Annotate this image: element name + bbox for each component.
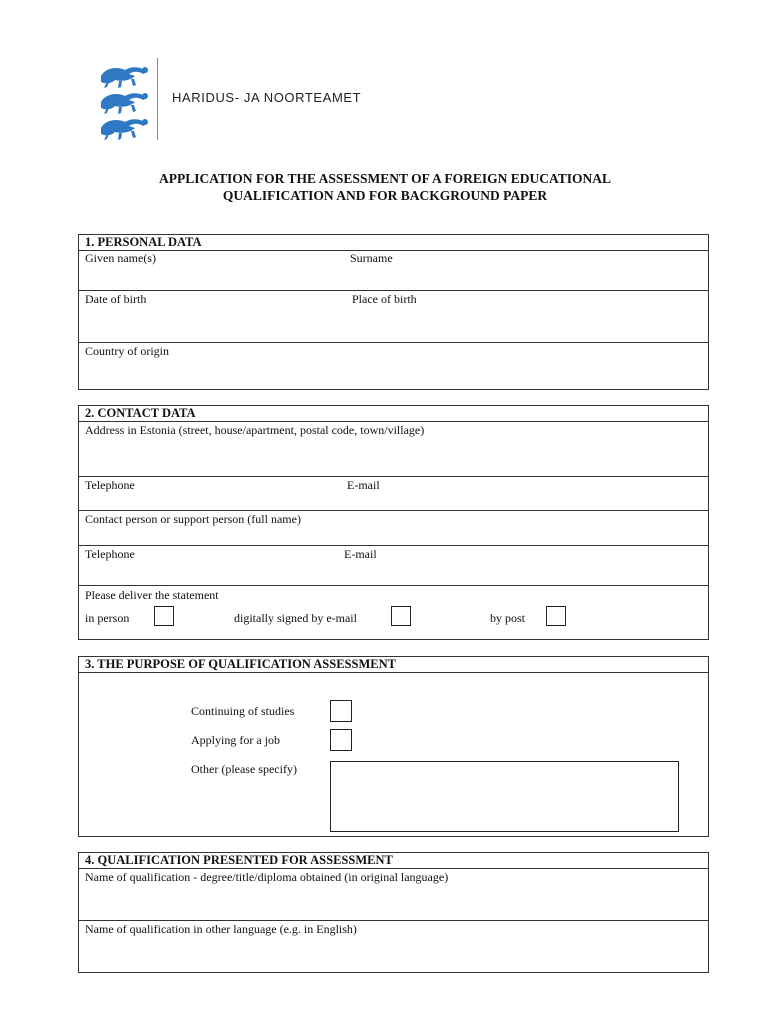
continuing-studies-label: Continuing of studies xyxy=(191,704,295,718)
divider xyxy=(79,290,708,291)
date-of-birth-field[interactable]: Date of birth xyxy=(85,292,147,306)
email2-field[interactable]: E-mail xyxy=(344,547,377,561)
other-specify-label: Other (please specify) xyxy=(191,762,297,776)
digital-email-checkbox[interactable] xyxy=(391,606,411,626)
email-field[interactable]: E-mail xyxy=(347,478,380,492)
other-language-qualification-field[interactable]: Name of qualification in other language (e.g. in English) xyxy=(85,922,357,936)
divider xyxy=(79,476,708,477)
other-specify-textbox[interactable] xyxy=(330,761,679,832)
in-person-checkbox[interactable] xyxy=(154,606,174,626)
contact-person-field[interactable]: Contact person or support person (full name) xyxy=(85,512,301,526)
address-field[interactable]: Address in Estonia (street, house/apartment, postal code, town/village) xyxy=(85,423,425,437)
agency-name: HARIDUS- JA NOORTEAMET xyxy=(172,90,362,105)
original-qualification-field[interactable]: Name of qualification - degree/title/diploma obtained (in original language) xyxy=(85,870,449,884)
telephone2-field[interactable]: Telephone xyxy=(85,547,135,561)
divider xyxy=(79,545,708,546)
section-title: 1. PERSONAL DATA xyxy=(85,235,202,249)
divider xyxy=(79,510,708,511)
divider xyxy=(79,421,708,422)
applying-job-checkbox[interactable] xyxy=(330,729,352,751)
continuing-studies-checkbox[interactable] xyxy=(330,700,352,722)
by-post-checkbox[interactable] xyxy=(546,606,566,626)
divider xyxy=(79,920,708,921)
section-title: 3. THE PURPOSE OF QUALIFICATION ASSESSMENT xyxy=(85,657,396,671)
place-of-birth-field[interactable]: Place of birth xyxy=(352,292,417,306)
divider xyxy=(79,672,708,673)
digital-label: digitally signed by e-mail xyxy=(234,611,357,625)
by-post-label: by post xyxy=(490,611,526,625)
three-lions-logo-icon xyxy=(95,62,155,142)
surname-field[interactable]: Surname xyxy=(350,251,393,265)
section-title: 4. QUALIFICATION PRESENTED FOR ASSESSMENT xyxy=(85,853,393,867)
form-title-line2: QUALIFICATION AND FOR BACKGROUND PAPER xyxy=(222,188,548,203)
section-personal-data xyxy=(78,234,709,390)
divider xyxy=(79,585,708,586)
deliver-prompt: Please deliver the statement xyxy=(85,588,219,602)
section-contact-data xyxy=(78,405,709,640)
given-name-field[interactable]: Given name(s) xyxy=(85,251,156,265)
section-qualification xyxy=(78,852,709,973)
divider xyxy=(79,868,708,869)
in-person-label: in person xyxy=(85,611,130,625)
divider xyxy=(79,342,708,343)
section-purpose xyxy=(78,656,709,837)
country-of-origin-field[interactable]: Country of origin xyxy=(85,344,169,358)
section-title: 2. CONTACT DATA xyxy=(85,406,196,420)
applying-job-label: Applying for a job xyxy=(191,733,280,747)
divider xyxy=(79,250,708,251)
form-title-line1: APPLICATION FOR THE ASSESSMENT OF A FOREIGN EDUCATIONAL xyxy=(159,171,611,186)
telephone-field[interactable]: Telephone xyxy=(85,478,135,492)
header-divider xyxy=(157,58,158,140)
